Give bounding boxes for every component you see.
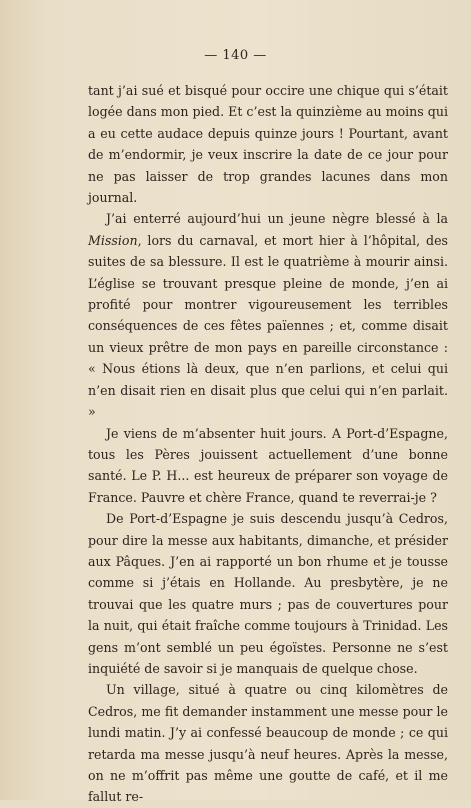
- paragraph-1: tant j’ai sué et bisqué pour occire une chique qui s’était logée dans mon pied. Et c’est la quinzième au moins qui a eu cette audace depuis quinze jours ! Pourtant, avant de m’endormir, je veux inscrire la date de ce jour pour ne pas laisser de trop grandes lacunes dans mon journal.: [88, 83, 448, 206]
- paragraph-4: De Port-d’Espagne je suis descendu jusqu’à Cedros, pour dire la messe aux habitants, dimanche, et présider aux Pâques. J’en ai rapporté un bon rhume et je tousse comme si j’étais en Hollande. Au presbytère, je ne trouvai que les quatre murs ; pas de couvertures pour la nuit, qui était fraîche comme toujours à Trinidad. Les gens m’ont semblé un peu égoïstes. Personne ne s’est inquiété de savoir si je manquais de quelque chose.: [88, 511, 448, 676]
- paragraph-2-start: J’ai enterré aujourd’hui un jeune nègre blessé à la: [106, 211, 448, 227]
- paragraph-2-rest: , lors du carnaval, et mort hier à l’hôpital, des suites de sa blessure. Il est le quatrième à mourir ainsi. L’église se trouvant presque pleine de monde, j’en ai profité pour montrer vigoureusement les terribles conséquences de ces fêtes païennes ; et, comme disait un vieux prêtre de mon pays en pareille circonstance : « Nous étions là deux, que n’en parlions, et celui qui n’en disait rien en disait plus que celui qui n’en parlait. »: [88, 232, 448, 420]
- paragraph-5: Un village, situé à quatre ou cinq kilomètres de Cedros, me fit demander instamment une messe pour le lundi matin. J’y ai confessé beaucoup de monde ; ce qui retarda ma messe jusqu’à neuf heures. Après la messe, on ne m’offrit pas même une goutte de café, et il me fallut re-: [88, 682, 448, 805]
- italic-mission: Mission: [88, 232, 138, 248]
- paragraph-3: Je viens de m’absenter huit jours. A Port-d’Espagne, tous les Pères jouissent actuellement d’une bonne santé. Le P. H... est heureux de préparer son voyage de France. Pauvre et chère France, quand te reverrai-je ?: [88, 425, 448, 505]
- page-text: [88, 80, 448, 808]
- paragraph-2: [88, 208, 448, 422]
- page-number: — 140 —: [204, 48, 267, 63]
